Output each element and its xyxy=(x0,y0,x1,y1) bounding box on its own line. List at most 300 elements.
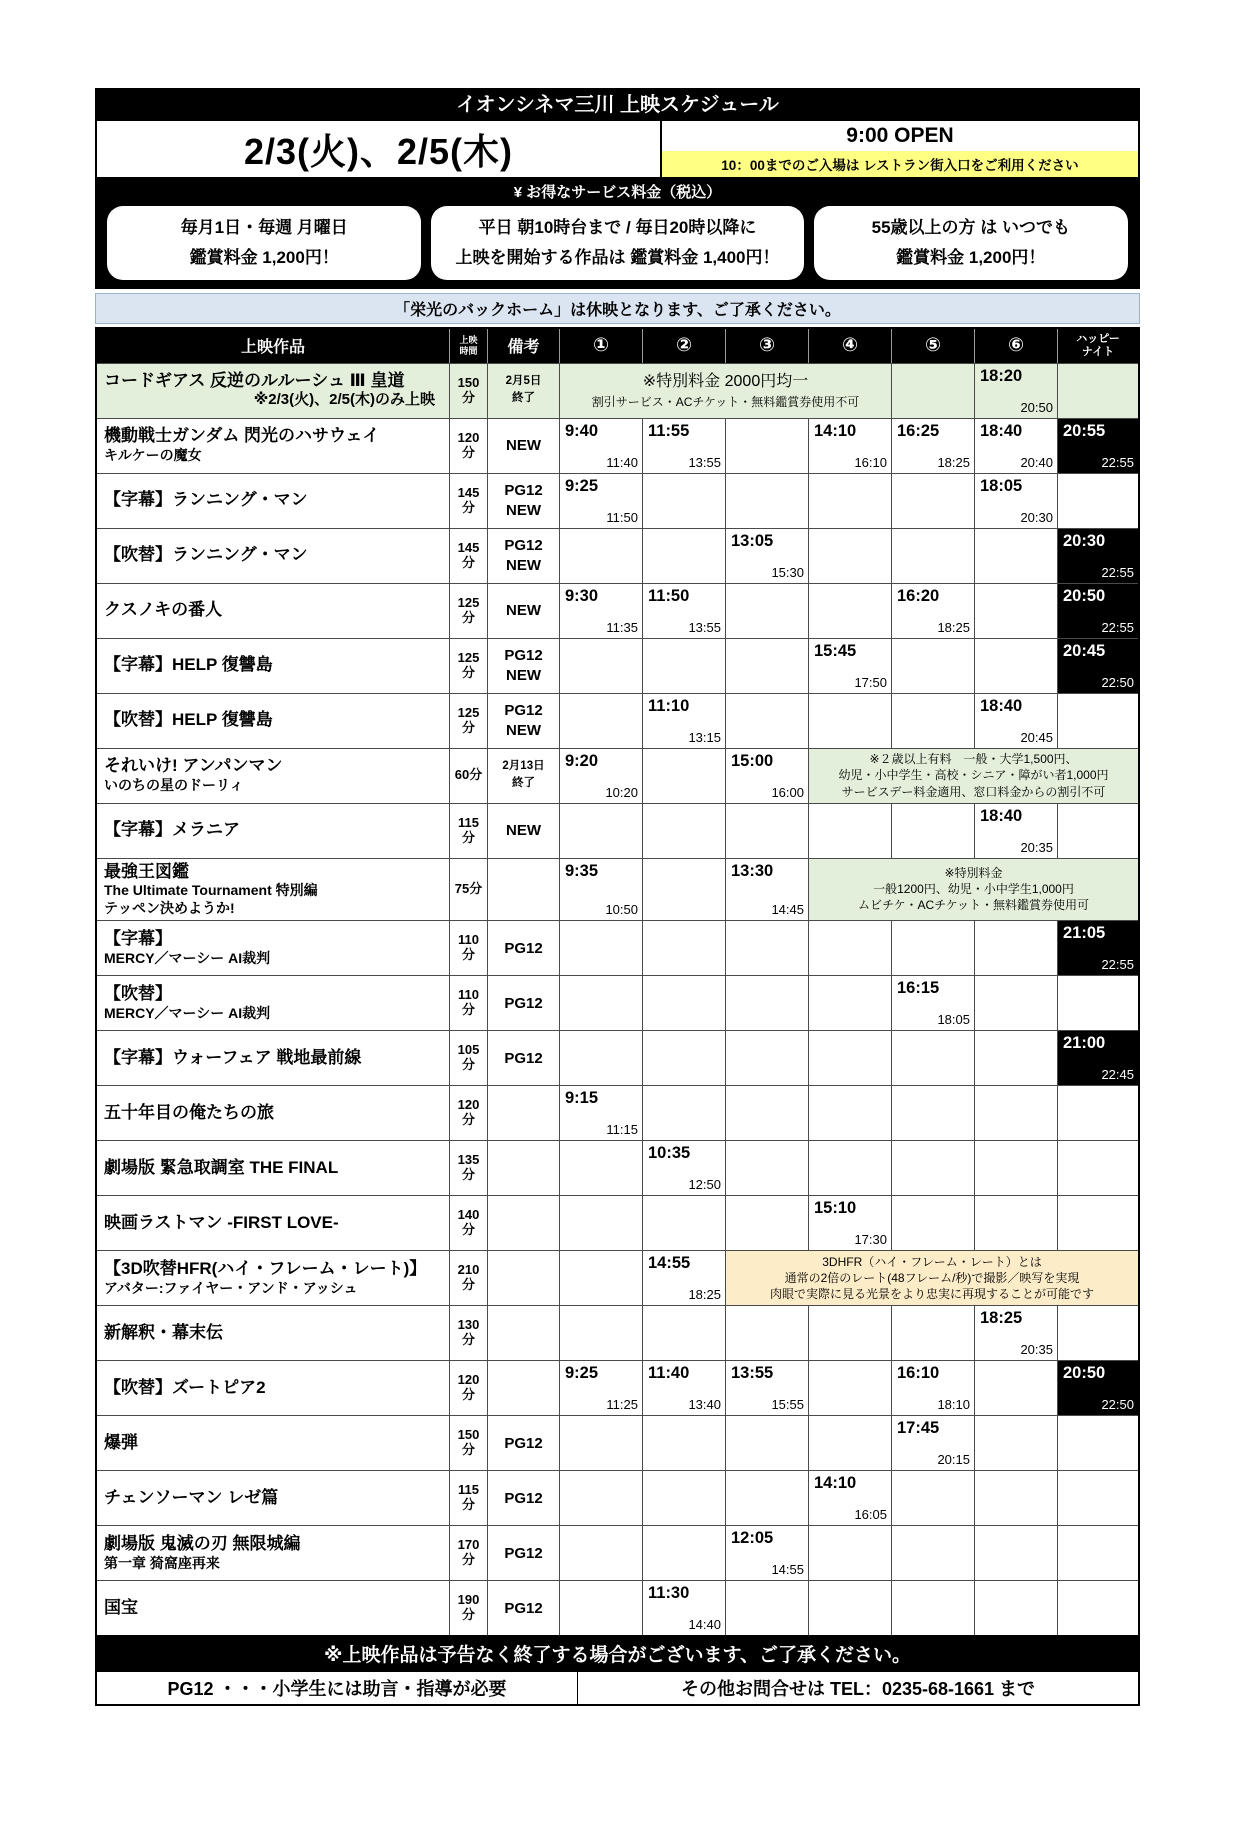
end-time: 13:15 xyxy=(688,729,721,745)
remark xyxy=(487,1416,559,1470)
empty-cell xyxy=(974,1196,1057,1250)
end-time: 17:30 xyxy=(854,1232,887,1248)
movie-subtitle: 第一章 猗窩座再来 xyxy=(104,1554,220,1571)
end-time: 20:40 xyxy=(1020,454,1053,470)
end-time: 15:30 xyxy=(771,564,804,580)
empty-cell xyxy=(891,474,974,528)
empty-cell xyxy=(808,584,891,638)
empty-cell xyxy=(974,1086,1057,1140)
empty-cell xyxy=(808,529,891,583)
movie-name: 【字幕】ウォーフェア 戦地最前線 xyxy=(104,1047,362,1067)
movie-title xyxy=(97,749,449,803)
end-time: 20:45 xyxy=(1020,729,1053,745)
empty-cell xyxy=(725,1086,808,1140)
movie-title xyxy=(97,921,449,975)
schedule-row xyxy=(97,975,1138,1030)
movie-title xyxy=(97,1306,449,1360)
schedule-row xyxy=(97,693,1138,748)
start-time: 18:40 xyxy=(980,806,1023,825)
empty-cell xyxy=(891,1196,974,1250)
movie-title xyxy=(97,584,449,638)
showtime-cell xyxy=(559,1086,642,1140)
showtime-cell xyxy=(808,1471,891,1525)
empty-cell xyxy=(559,639,642,693)
remark-label: PG12 xyxy=(504,647,543,664)
showtime-cell xyxy=(808,419,891,473)
duration: 210 分 xyxy=(449,1251,487,1305)
showtime-cell xyxy=(559,584,642,638)
showtime-cell xyxy=(808,1196,891,1250)
start-time: 14:10 xyxy=(814,1474,857,1493)
empty-cell xyxy=(1057,1471,1138,1525)
schedule-row xyxy=(97,1580,1138,1635)
end-time: 16:00 xyxy=(771,784,804,800)
start-time: 20:50 xyxy=(1063,1364,1106,1383)
empty-cell xyxy=(642,749,725,803)
showtime-cell xyxy=(974,364,1057,418)
end-time: 18:25 xyxy=(688,1287,721,1303)
schedule-row xyxy=(97,1525,1138,1580)
showtime-cell xyxy=(642,1251,725,1305)
remark-label: 終了 xyxy=(512,392,535,404)
note-line: 幼児・小中学生・高校・シニア・障がい者1,000円 xyxy=(838,768,1109,783)
movie-name: 新解釈・幕末伝 xyxy=(104,1322,223,1342)
movie-name: チェンソーマン レゼ篇 xyxy=(104,1487,279,1507)
remark xyxy=(487,749,559,803)
schedule-row xyxy=(97,363,1138,418)
showtime-cell xyxy=(559,474,642,528)
remark-label: NEW xyxy=(506,667,541,684)
remark xyxy=(487,976,559,1030)
schedule-row xyxy=(97,1085,1138,1140)
empty-cell xyxy=(808,1306,891,1360)
special-note xyxy=(559,364,891,418)
open-time: 9:00 OPEN xyxy=(846,124,954,147)
duration: 125 分 xyxy=(449,584,487,638)
end-time: 20:15 xyxy=(937,1452,970,1468)
special-note xyxy=(808,749,1138,803)
remark-label: 2月13日 xyxy=(502,760,545,773)
end-time: 18:25 xyxy=(937,619,970,635)
showtime-cell xyxy=(974,694,1057,748)
showtime-cell xyxy=(642,1141,725,1195)
showtime-cell xyxy=(642,694,725,748)
empty-cell xyxy=(1057,976,1138,1030)
empty-cell xyxy=(642,976,725,1030)
end-time: 11:25 xyxy=(606,1397,638,1413)
start-time: 9:20 xyxy=(565,751,599,770)
movie-subtitle: キルケーの魔女 xyxy=(104,447,202,464)
remark xyxy=(487,529,559,583)
schedule-row xyxy=(97,1305,1138,1360)
empty-cell xyxy=(974,1416,1057,1470)
movie-title xyxy=(97,1141,449,1195)
note-line: ※特別料金 2000円均一 xyxy=(642,373,809,391)
movie-subtitle: アバター:ファイヤー・アンド・アッシュ xyxy=(104,1279,358,1296)
showtime-cell xyxy=(642,419,725,473)
start-time: 20:50 xyxy=(1063,586,1106,605)
empty-cell xyxy=(891,804,974,858)
movie-name: 【字幕】ランニング・マン xyxy=(104,490,308,510)
empty-cell xyxy=(1057,474,1138,528)
end-time: 11:50 xyxy=(606,509,638,525)
start-time: 9:40 xyxy=(565,421,599,440)
start-time: 18:40 xyxy=(980,421,1023,440)
duration: 115 分 xyxy=(449,1471,487,1525)
empty-cell xyxy=(725,419,808,473)
service-box-time: 平日 朝10時台まで / 毎日20時以降に 上映を開始する作品は 鑑賞料金 1,400円！ xyxy=(431,206,803,280)
empty-cell xyxy=(1057,804,1138,858)
showtime-cell xyxy=(974,804,1057,858)
empty-cell xyxy=(642,1471,725,1525)
movie-subtitle: テッペン決めようか! xyxy=(104,899,235,916)
footer-info xyxy=(95,1672,1140,1706)
start-time: 16:25 xyxy=(897,421,940,440)
remark-label: NEW xyxy=(506,437,541,454)
remark xyxy=(487,474,559,528)
remark xyxy=(487,859,559,921)
showtime-cell xyxy=(1057,419,1138,473)
movie-title xyxy=(97,529,449,583)
movie-title xyxy=(97,1416,449,1470)
start-time: 11:55 xyxy=(648,421,690,440)
showtime-cell xyxy=(891,1416,974,1470)
duration: 120 分 xyxy=(449,1361,487,1415)
end-time: 22:55 xyxy=(1101,619,1134,635)
remark xyxy=(487,1141,559,1195)
showtime-cell xyxy=(1057,1031,1138,1085)
movie-name: 【吹替】HELP 復讐島 xyxy=(104,710,273,730)
empty-cell xyxy=(725,584,808,638)
remark-label: NEW xyxy=(506,602,541,619)
empty-cell xyxy=(642,639,725,693)
showtime-cell xyxy=(1057,639,1138,693)
schedule-row xyxy=(97,858,1138,921)
end-time: 22:55 xyxy=(1101,454,1134,470)
movie-name: コードギアス 反逆のルルーシュ Ⅲ 皇道 xyxy=(104,370,405,390)
movie-title xyxy=(97,1581,449,1635)
end-time: 17:50 xyxy=(854,674,887,690)
empty-cell xyxy=(725,804,808,858)
start-time: 13:05 xyxy=(731,531,774,550)
duration: 60分 xyxy=(449,749,487,803)
end-time: 22:55 xyxy=(1101,564,1134,580)
remark-label: PG12 xyxy=(504,1544,543,1562)
movie-name: 【字幕】 xyxy=(104,929,172,949)
empty-cell xyxy=(974,1031,1057,1085)
remark xyxy=(487,1306,559,1360)
end-time: 14:40 xyxy=(688,1617,721,1633)
empty-cell xyxy=(725,1416,808,1470)
remark-label: NEW xyxy=(506,557,541,574)
showtime-cell xyxy=(1057,1361,1138,1415)
empty-cell xyxy=(974,1361,1057,1415)
empty-cell xyxy=(891,1031,974,1085)
duration: 105 分 xyxy=(449,1031,487,1085)
movie-title xyxy=(97,364,449,418)
empty-cell xyxy=(808,1031,891,1085)
movie-title xyxy=(97,804,449,858)
remark xyxy=(487,1031,559,1085)
empty-cell xyxy=(642,1416,725,1470)
movie-name: 【3D吹替HFR(ハイ・フレーム・レート)】 xyxy=(104,1259,427,1279)
showtime-cell xyxy=(725,1361,808,1415)
showtime-cell xyxy=(891,584,974,638)
start-time: 10:35 xyxy=(648,1144,691,1163)
end-time: 14:45 xyxy=(771,902,804,918)
schedule-row xyxy=(97,583,1138,638)
start-time: 20:45 xyxy=(1063,641,1106,660)
schedule-row xyxy=(97,1415,1138,1470)
remark-label: NEW xyxy=(506,502,541,519)
empty-cell xyxy=(1057,1306,1138,1360)
schedule-row xyxy=(97,1030,1138,1085)
empty-cell xyxy=(891,694,974,748)
pg12-note: PG12 ・・・小学生には助言・指導が必要 xyxy=(97,1672,578,1704)
empty-cell xyxy=(559,529,642,583)
showtime-cell xyxy=(725,749,808,803)
movie-title xyxy=(97,1086,449,1140)
empty-cell xyxy=(891,1306,974,1360)
remark xyxy=(487,694,559,748)
table-header xyxy=(97,329,1138,363)
start-time: 15:00 xyxy=(731,751,774,770)
movie-name: 五十年目の俺たちの旅 xyxy=(104,1102,274,1122)
open-info xyxy=(662,121,1138,177)
empty-cell xyxy=(808,474,891,528)
empty-cell xyxy=(808,804,891,858)
showtime-cell xyxy=(1057,921,1138,975)
empty-cell xyxy=(559,1251,642,1305)
movie-title xyxy=(97,694,449,748)
empty-cell xyxy=(642,1306,725,1360)
start-time: 9:30 xyxy=(565,586,599,605)
empty-cell xyxy=(974,1581,1057,1635)
duration: 110 分 xyxy=(449,921,487,975)
duration: 150 分 xyxy=(449,1416,487,1470)
empty-cell xyxy=(808,1581,891,1635)
empty-cell xyxy=(642,529,725,583)
duration: 120 分 xyxy=(449,419,487,473)
empty-cell xyxy=(725,1581,808,1635)
empty-cell xyxy=(725,976,808,1030)
start-time: 17:45 xyxy=(897,1419,940,1438)
end-time: 10:50 xyxy=(605,902,638,918)
note-line: 通常の2倍のレート(48フレーム/秒)で撮影／映写を実現 xyxy=(784,1271,1080,1286)
showtime-cell xyxy=(974,474,1057,528)
service-box-monday: 毎月1日・毎週 月曜日 鑑賞料金 1,200円！ xyxy=(107,206,421,280)
col-header-slot-5: ⑤ xyxy=(891,329,974,363)
remark-label: PG12 xyxy=(504,1049,543,1067)
empty-cell xyxy=(1057,364,1138,418)
empty-cell xyxy=(559,1581,642,1635)
empty-cell xyxy=(559,1416,642,1470)
schedule-row xyxy=(97,920,1138,975)
remark xyxy=(487,1526,559,1580)
col-header-happy-night: ハッピー ナイト xyxy=(1057,329,1138,363)
remark xyxy=(487,1471,559,1525)
start-time: 16:20 xyxy=(897,586,940,605)
remark xyxy=(487,364,559,418)
end-time: 18:10 xyxy=(937,1397,970,1413)
empty-cell xyxy=(642,1526,725,1580)
duration: 125 分 xyxy=(449,694,487,748)
empty-cell xyxy=(974,921,1057,975)
empty-cell xyxy=(808,1416,891,1470)
empty-cell xyxy=(725,474,808,528)
date-header xyxy=(95,120,1140,179)
duration: 130 分 xyxy=(449,1306,487,1360)
movie-title xyxy=(97,1526,449,1580)
empty-cell xyxy=(1057,1141,1138,1195)
empty-cell xyxy=(891,529,974,583)
start-time: 14:10 xyxy=(814,421,857,440)
showtime-cell xyxy=(1057,584,1138,638)
end-time: 13:55 xyxy=(688,619,721,635)
empty-cell xyxy=(808,1141,891,1195)
end-time: 22:45 xyxy=(1101,1067,1134,1083)
duration: 145 分 xyxy=(449,529,487,583)
start-time: 16:10 xyxy=(897,1364,940,1383)
end-time: 18:25 xyxy=(937,454,970,470)
showtime-cell xyxy=(808,639,891,693)
remark-label: PG12 xyxy=(504,1489,543,1507)
start-time: 15:45 xyxy=(814,641,857,660)
movie-title xyxy=(97,1031,449,1085)
col-header-slot-2: ② xyxy=(642,329,725,363)
col-header-slot-4: ④ xyxy=(808,329,891,363)
end-time: 20:50 xyxy=(1020,399,1053,415)
empty-cell xyxy=(1057,694,1138,748)
notice-bar: 「栄光のバックホーム」は休映となります、ご了承ください。 xyxy=(95,293,1140,324)
remark-label: PG12 xyxy=(504,939,543,957)
showtime-cell xyxy=(974,1306,1057,1360)
showtime-cell xyxy=(559,419,642,473)
schedule-row xyxy=(97,1250,1138,1305)
col-header-slot-3: ③ xyxy=(725,329,808,363)
start-time: 11:40 xyxy=(648,1364,690,1383)
start-time: 9:15 xyxy=(565,1089,599,1108)
empty-cell xyxy=(974,529,1057,583)
empty-cell xyxy=(559,1471,642,1525)
empty-cell xyxy=(974,584,1057,638)
remark xyxy=(487,639,559,693)
duration: 190 分 xyxy=(449,1581,487,1635)
movie-name: 爆弾 xyxy=(104,1432,138,1452)
special-note xyxy=(725,1251,1138,1305)
movie-title xyxy=(97,1251,449,1305)
empty-cell xyxy=(725,1471,808,1525)
end-time: 10:20 xyxy=(605,784,638,800)
duration: 135 分 xyxy=(449,1141,487,1195)
showtime-cell xyxy=(891,1361,974,1415)
end-time: 22:50 xyxy=(1101,1397,1134,1413)
start-time: 14:55 xyxy=(648,1254,691,1273)
showtime-cell xyxy=(725,859,808,921)
end-time: 22:55 xyxy=(1101,957,1134,973)
empty-cell xyxy=(642,921,725,975)
empty-cell xyxy=(891,1526,974,1580)
movie-subtitle: MERCY／マーシー AI裁判 xyxy=(104,949,271,966)
empty-cell xyxy=(642,1086,725,1140)
note-line: 一般1200円、幼児・小中学生1,000円 xyxy=(873,882,1074,897)
movie-name: 劇場版 鬼滅の刃 無限城編 xyxy=(104,1534,301,1554)
empty-cell xyxy=(559,694,642,748)
start-time: 12:05 xyxy=(731,1529,774,1548)
schedule-row xyxy=(97,803,1138,858)
empty-cell xyxy=(559,804,642,858)
end-time: 11:40 xyxy=(606,454,638,470)
open-note: 10：00までのご入場は レストラン街入口をご利用ください xyxy=(662,151,1138,177)
duration: 120 分 xyxy=(449,1086,487,1140)
end-time: 20:35 xyxy=(1020,1342,1053,1358)
movie-name: 劇場版 緊急取調室 THE FINAL xyxy=(104,1157,339,1177)
movie-name: 国宝 xyxy=(104,1597,138,1617)
movie-name: クスノキの番人 xyxy=(104,600,223,620)
end-time: 16:10 xyxy=(854,454,887,470)
movie-title xyxy=(97,1471,449,1525)
empty-cell xyxy=(642,474,725,528)
schedule-row xyxy=(97,638,1138,693)
start-time: 11:10 xyxy=(648,696,690,715)
remark xyxy=(487,584,559,638)
duration: 115 分 xyxy=(449,804,487,858)
showtime-cell xyxy=(642,1361,725,1415)
movie-name: 機動戦士ガンダム 閃光のハサウェイ xyxy=(104,426,380,446)
movie-title xyxy=(97,419,449,473)
start-time: 20:55 xyxy=(1063,421,1106,440)
empty-cell xyxy=(974,1471,1057,1525)
schedule-table xyxy=(95,327,1140,1638)
empty-cell xyxy=(725,1141,808,1195)
service-fee-title: ¥ お得なサービス料金（税込） xyxy=(513,184,722,201)
movie-title xyxy=(97,474,449,528)
showtime-cell xyxy=(725,1526,808,1580)
empty-cell xyxy=(974,1526,1057,1580)
duration: 170 分 xyxy=(449,1526,487,1580)
col-header-title: 上映作品 xyxy=(240,339,305,356)
remark-label: PG12 xyxy=(504,702,543,719)
remark xyxy=(487,921,559,975)
end-time: 14:55 xyxy=(771,1562,804,1578)
remark-label: 2月5日 xyxy=(505,375,542,388)
remark xyxy=(487,804,559,858)
movie-name: 【吹替】ランニング・マン xyxy=(104,545,308,565)
schedule-row xyxy=(97,1360,1138,1415)
special-note xyxy=(808,859,1138,921)
start-time: 15:10 xyxy=(814,1199,857,1218)
start-time: 18:20 xyxy=(980,366,1023,385)
note-line: 3DHFR（ハイ・フレーム・レート）とは xyxy=(822,1254,1042,1269)
schedule-row xyxy=(97,1195,1138,1250)
showtime-cell xyxy=(1057,529,1138,583)
start-time: 18:05 xyxy=(980,476,1023,495)
schedule-row xyxy=(97,1470,1138,1525)
empty-cell xyxy=(642,1196,725,1250)
end-time: 15:55 xyxy=(771,1397,804,1413)
empty-cell xyxy=(1057,1416,1138,1470)
showtime-cell xyxy=(559,859,642,921)
showtime-cell xyxy=(559,1361,642,1415)
empty-cell xyxy=(1057,1526,1138,1580)
empty-cell xyxy=(808,1361,891,1415)
empty-cell xyxy=(725,694,808,748)
empty-cell xyxy=(808,694,891,748)
schedule-row xyxy=(97,1140,1138,1195)
empty-cell xyxy=(974,976,1057,1030)
start-time: 9:25 xyxy=(565,1364,599,1383)
start-time: 16:15 xyxy=(897,979,940,998)
